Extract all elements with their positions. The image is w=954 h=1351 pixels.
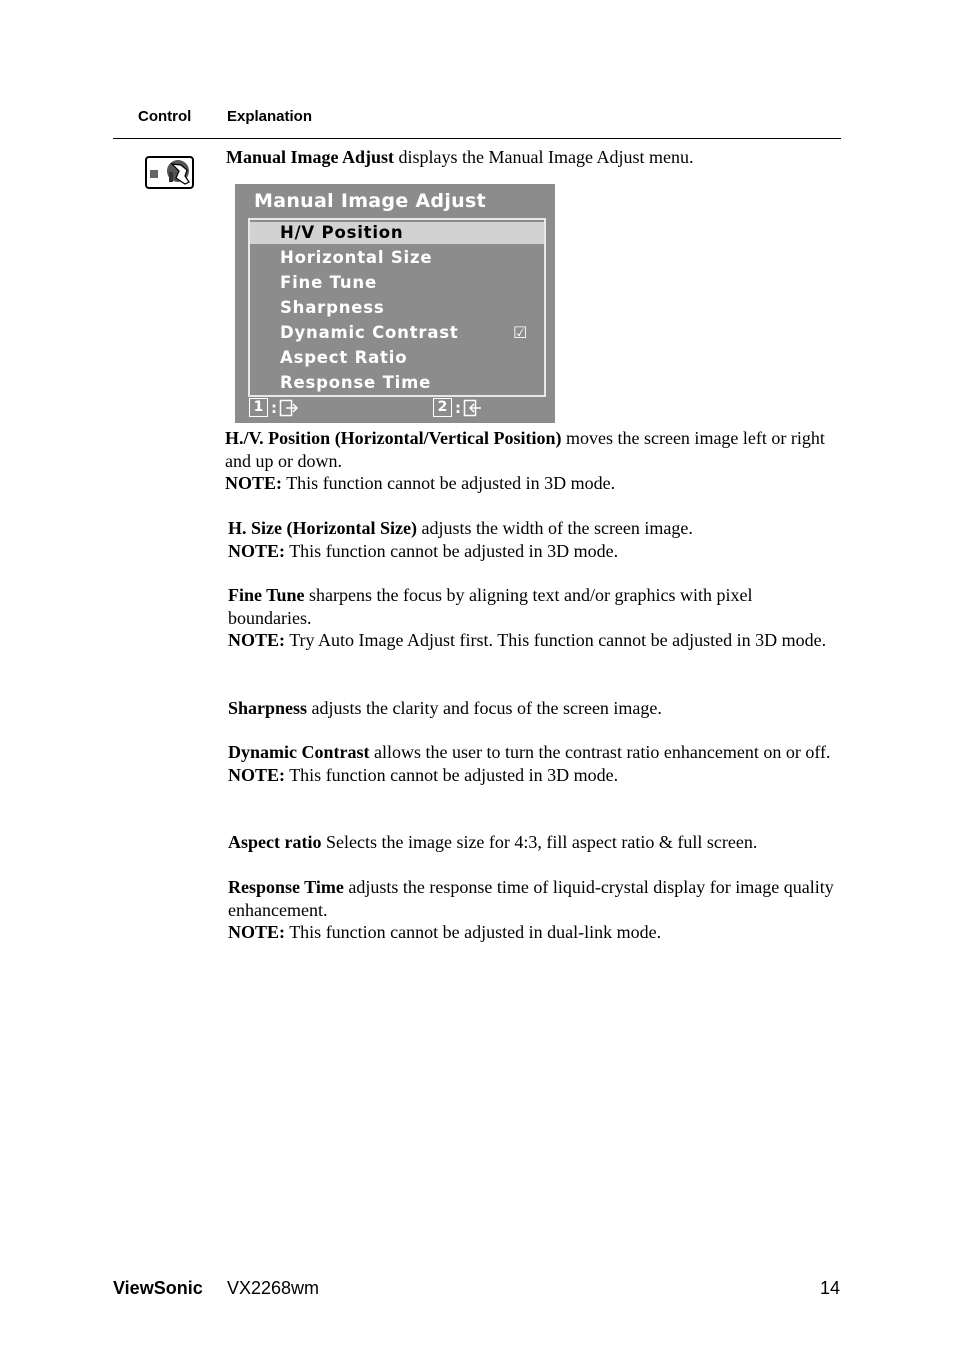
desc-sharpness	[228, 697, 840, 720]
note-label: NOTE:	[228, 630, 286, 650]
osd-item-sharpness[interactable]	[250, 297, 544, 319]
osd-title: Manual Image Adjust	[254, 190, 486, 212]
osd-item-label: Aspect Ratio	[280, 348, 408, 367]
footer-brand: ViewSonic	[113, 1278, 203, 1298]
exit-icon	[279, 399, 299, 417]
colon: :	[271, 398, 277, 417]
desc-term: Response Time	[228, 877, 344, 897]
osd-menu-list	[248, 218, 546, 397]
desc-aspect-ratio	[228, 831, 840, 854]
osd-item-dynamic-contrast[interactable]	[250, 322, 544, 344]
osd-item-label: Fine Tune	[280, 273, 377, 292]
osd-item-hv-position[interactable]	[250, 222, 544, 244]
header-divider	[113, 138, 841, 139]
desc-text: moves the screen image left or right and up or down.	[225, 428, 825, 471]
checkbox-checked-icon[interactable]: ☑	[513, 323, 529, 342]
desc-text: adjusts the clarity and focus of the screen image.	[307, 698, 662, 718]
note-text: This function cannot be adjusted in 3D mode.	[282, 473, 616, 493]
key-2-icon: 2	[433, 398, 452, 417]
note-text: This function cannot be adjusted in 3D mode.	[285, 764, 619, 785]
osd-item-response-time[interactable]	[250, 372, 544, 394]
desc-text: adjusts the width of the screen image.	[416, 518, 693, 538]
note-label: NOTE:	[228, 922, 286, 942]
enter-icon	[463, 399, 483, 417]
osd-item-horizontal-size[interactable]	[250, 247, 544, 269]
note-label: NOTE:	[225, 473, 283, 493]
osd-item-label: Horizontal Size	[280, 248, 433, 267]
desc-text: Selects the image size for 4:3, fill aspect ratio & full screen.	[321, 832, 758, 852]
desc-horizontal-size	[228, 517, 840, 562]
intro-term: Manual Image Adjust	[226, 147, 395, 167]
intro-text: displays the Manual Image Adjust menu.	[394, 147, 694, 167]
desc-text: adjusts the response time of liquid-crystal display for image quality enhancement.	[228, 877, 834, 920]
desc-text: sharpens the focus by aligning text and/or graphics with pixel boundaries.	[228, 585, 753, 628]
footer-model: VX2268wm	[227, 1278, 320, 1298]
desc-term: Fine Tune	[228, 585, 305, 605]
colon: :	[455, 398, 461, 417]
note-text: Try Auto Image Adjust first. This function cannot be adjusted in 3D mode.	[285, 630, 827, 650]
desc-fine-tune	[228, 584, 840, 652]
desc-term: Aspect ratio	[228, 832, 322, 852]
column-header-explanation: Explanation	[227, 108, 313, 125]
intro-paragraph	[226, 146, 836, 169]
osd-item-label: Response Time	[280, 373, 432, 392]
note-text: This function cannot be adjusted in 3D mode.	[285, 540, 619, 561]
desc-response-time	[228, 876, 840, 944]
note-label: NOTE:	[228, 540, 286, 561]
desc-hv-position	[225, 427, 837, 495]
note-label: NOTE:	[228, 764, 286, 785]
osd-item-aspect-ratio[interactable]	[250, 347, 544, 369]
desc-text: allows the user to turn the contrast ratio enhancement on or off.	[369, 742, 831, 762]
osd-item-fine-tune[interactable]	[250, 272, 544, 294]
osd-footer-key2[interactable]	[433, 398, 483, 420]
note-text: This function cannot be adjusted in dual-link mode.	[285, 922, 662, 942]
osd-item-label: Dynamic Contrast	[280, 323, 459, 342]
osd-item-label: H/V Position	[280, 223, 404, 242]
desc-term: H./V. Position (Horizontal/Vertical Position)	[225, 428, 562, 448]
page-number: 14	[820, 1278, 841, 1298]
manual-image-adjust-icon	[145, 156, 194, 189]
osd-item-label: Sharpness	[280, 298, 385, 317]
osd-footer-key1[interactable]	[249, 398, 299, 420]
osd-menu-screenshot	[235, 184, 555, 423]
desc-term: Sharpness	[228, 698, 308, 718]
column-header-control: Control	[138, 108, 192, 125]
desc-dynamic-contrast	[228, 741, 840, 786]
key-1-icon: 1	[249, 398, 268, 417]
desc-term: H. Size (Horizontal Size)	[228, 518, 417, 538]
desc-term: Dynamic Contrast	[228, 742, 370, 762]
